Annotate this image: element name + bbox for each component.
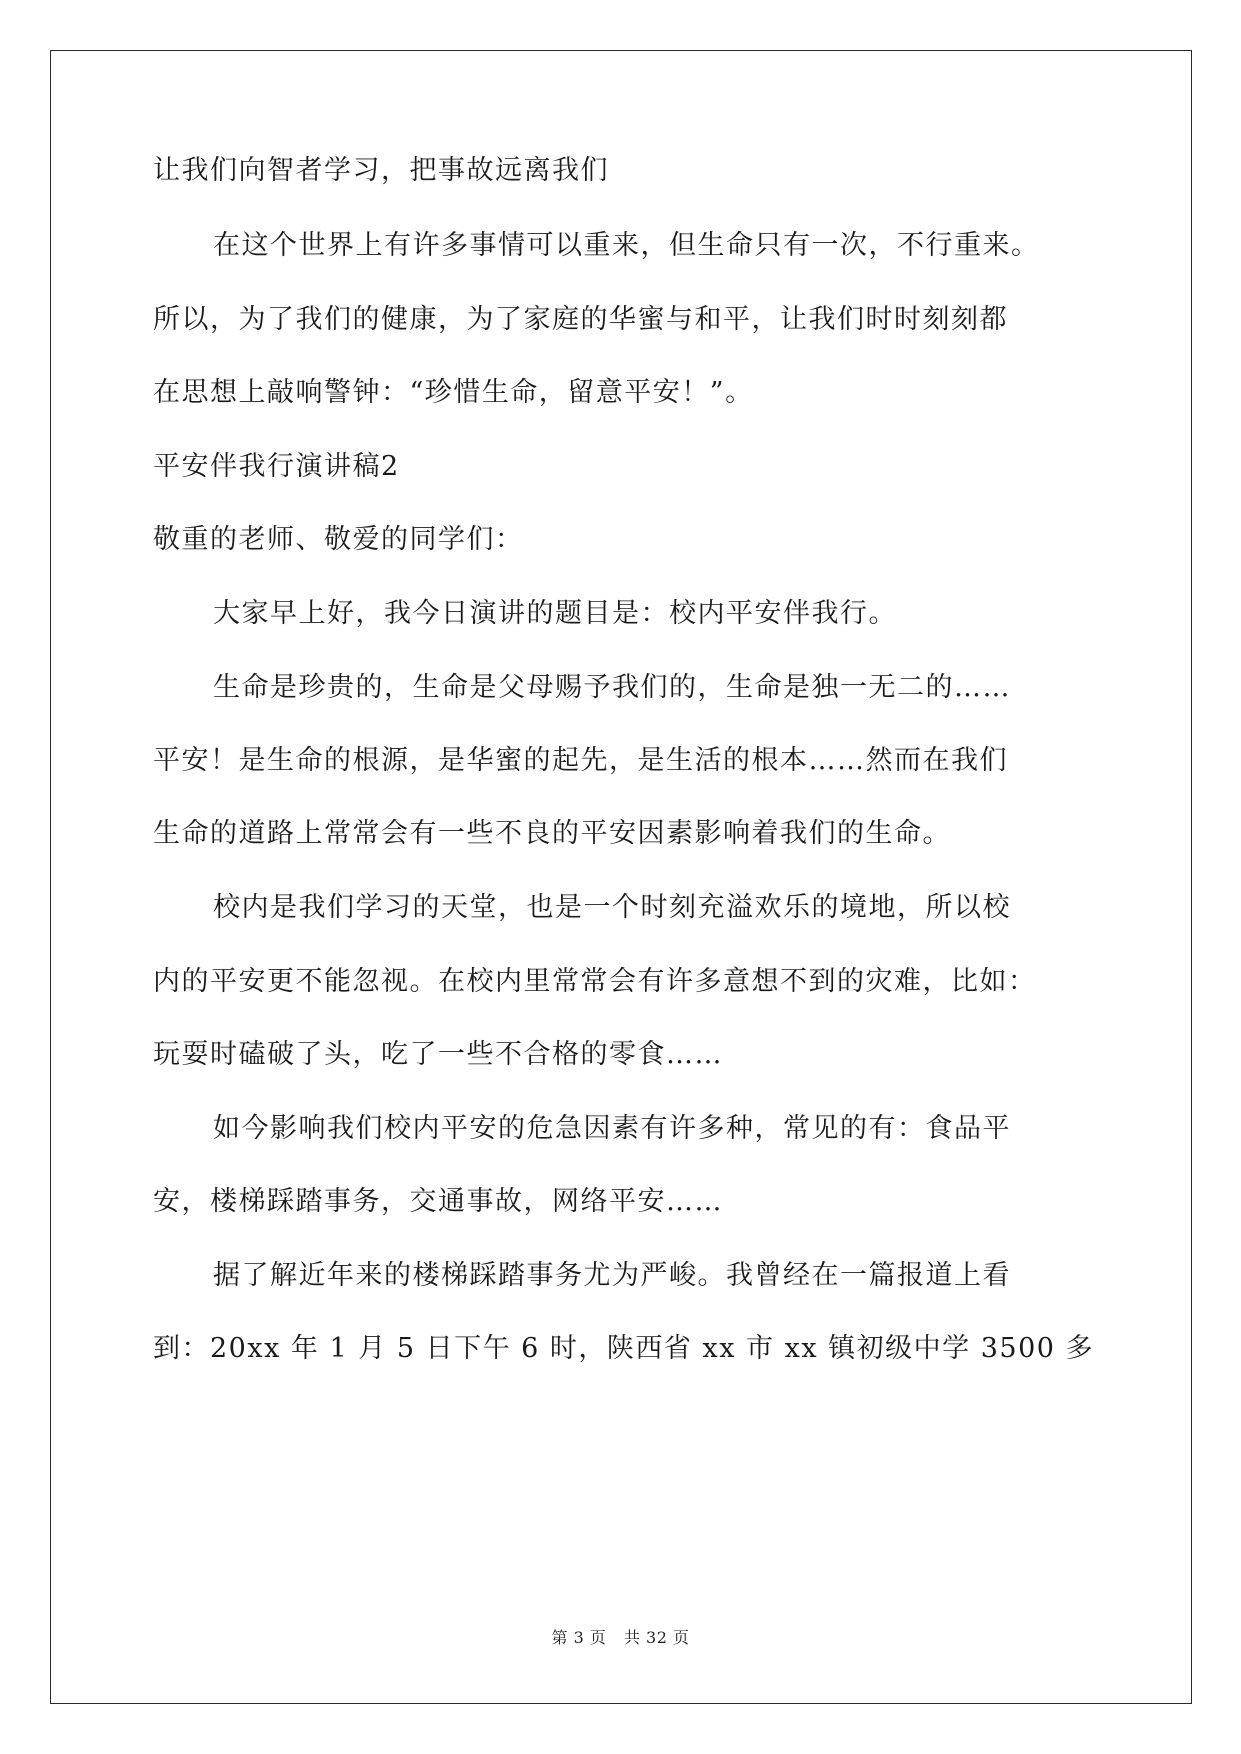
body-line-17: 到：20xx 年 1 月 5 日下午 6 时，陕西省 xx 市 xx 镇初级中学 3500 多 <box>153 1333 1095 1364</box>
body-line-7: 大家早上好，我今日演讲的题目是：校内平安伴我行。 <box>213 598 897 629</box>
page-border <box>50 50 1192 1704</box>
salutation: 敬重的老师、敬爱的同学们： <box>153 524 524 555</box>
body-line-12: 内的平安更不能忽视。在校内里常常会有许多意想不到的灾难，比如： <box>153 966 1037 997</box>
body-line-8: 生命是珍贵的，生命是父母赐予我们的，生命是独一无二的…… <box>213 672 1011 703</box>
body-line-4: 在思想上敲响警钟：“珍惜生命，留意平安！”。 <box>153 377 754 408</box>
body-line-14: 如今影响我们校内平安的危急因素有许多种，常见的有：食品平 <box>213 1113 1011 1144</box>
body-line-15: 安，楼梯踩踏事务，交通事故，网络平安…… <box>153 1186 723 1217</box>
body-line-9: 平安！是生命的根源，是华蜜的起先，是生活的根本……然而在我们 <box>153 745 1008 776</box>
body-line-10: 生命的道路上常常会有一些不良的平安因素影响着我们的生命。 <box>153 818 951 849</box>
body-line-1: 让我们向智者学习，把事故远离我们 <box>153 155 609 186</box>
body-line-3: 所以，为了我们的健康，为了家庭的华蜜与和平，让我们时时刻刻都 <box>153 304 1008 335</box>
page-footer <box>0 1628 1241 1648</box>
body-line-13: 玩耍时磕破了头，吃了一些不合格的零食…… <box>153 1039 723 1070</box>
body-line-2: 在这个世界上有许多事情可以重来，但生命只有一次，不行重来。 <box>213 230 1040 261</box>
body-line-11: 校内是我们学习的天堂，也是一个时刻充溢欢乐的境地，所以校 <box>213 892 1011 923</box>
section-heading: 平安伴我行演讲稿2 <box>153 451 400 482</box>
body-line-16: 据了解近年来的楼梯踩踏事务尤为严峻。我曾经在一篇报道上看 <box>213 1260 1011 1291</box>
page-number: 第 3 页 <box>551 1628 607 1647</box>
page-total: 共 32 页 <box>623 1628 690 1647</box>
